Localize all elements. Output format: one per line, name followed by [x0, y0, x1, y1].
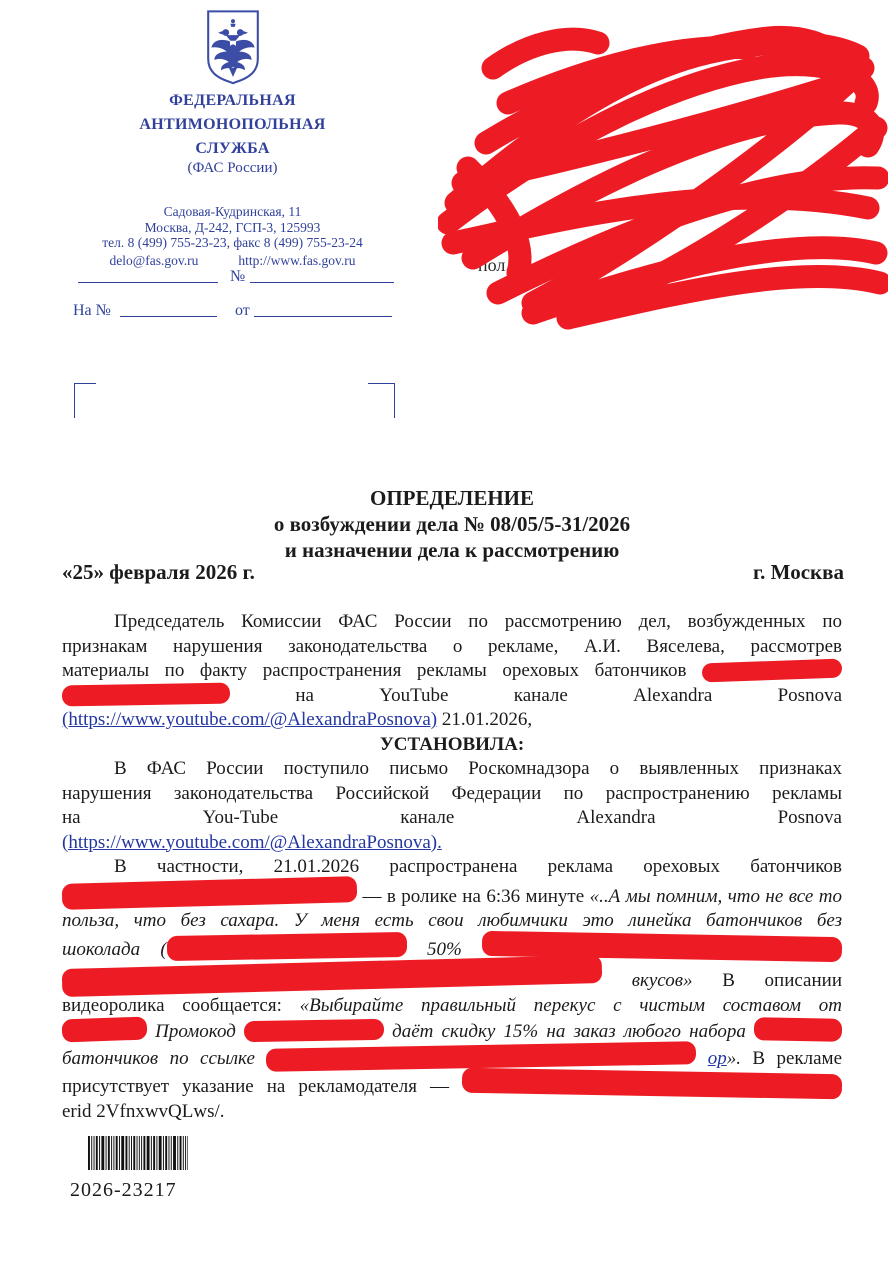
text-segment: 21.01.2026, — [441, 709, 533, 730]
scribble-strokes-icon — [438, 8, 888, 334]
address-line: тел. 8 (499) 755-23-23, факс 8 (499) 755-23-24 — [102, 235, 363, 250]
redaction-scribble — [438, 8, 888, 334]
body-line — [62, 855, 842, 880]
redaction-stroke — [62, 876, 358, 910]
text-segment: нарушения законодательства Российской Федерации по распространению рекламы — [62, 782, 842, 804]
reference-number-form — [60, 260, 405, 330]
document-body — [62, 610, 842, 1124]
body-line — [62, 880, 842, 910]
body-line — [62, 909, 842, 934]
barcode-number: 2026-23217 — [70, 1179, 177, 1201]
outgoing-number-blank — [250, 266, 394, 283]
text-segment: «Выбирайте правильный перекус с чистым составом от — [299, 994, 842, 1016]
text-segment: В рекламе — [752, 1047, 843, 1069]
website-link[interactable]: http://www.fas.gov.ru — [238, 252, 356, 268]
address-line: Москва, Д-242, ГСП-3, 125993 — [144, 219, 321, 235]
text-segment: даёт скидку 15% на заказ любого набора — [392, 1021, 746, 1042]
redaction-stroke — [167, 931, 407, 960]
body-line — [62, 782, 842, 807]
coat-of-arms-icon — [202, 8, 264, 86]
outgoing-date-blank — [78, 266, 218, 283]
hyperlink[interactable]: (https://www.youtube.com/@AlexandraPosnova) — [62, 709, 438, 730]
text-segment: В частности, 21.01.2026 распространена реклама ореховых батончиков — [114, 856, 842, 877]
body-line — [62, 708, 842, 733]
on-number-label: На № — [73, 302, 111, 319]
date-and-place-line — [62, 560, 844, 585]
redacted-text-fragment: пол.в. — [478, 255, 523, 275]
redaction-stroke — [266, 1041, 696, 1072]
body-line — [62, 733, 842, 758]
text-segment: ». — [726, 1047, 741, 1069]
letterhead — [60, 8, 405, 269]
text-segment: материалы по факту распространения рекламы ореховых батончиков — [62, 660, 687, 681]
body-line — [62, 1045, 842, 1072]
text-segment: «..А мы помним, что не все то — [589, 885, 842, 907]
body-line — [62, 1071, 842, 1100]
body-line — [62, 684, 842, 709]
barcode-icon — [88, 1136, 188, 1170]
body-line — [62, 1018, 842, 1045]
from-label: от — [235, 302, 250, 319]
text-segment: Промокод — [155, 1021, 236, 1042]
incoming-date-blank — [254, 300, 392, 317]
body-line — [62, 659, 842, 684]
text-segment: УСТАНОВИЛА: — [379, 733, 525, 755]
text-segment: шоколада ( — [62, 938, 167, 960]
body-line — [62, 994, 842, 1019]
text-segment: на YouTube канале Alexandra Posnova — [295, 684, 842, 706]
text-segment: erid 2VfnxwvQLws/. — [62, 1100, 225, 1122]
body-line — [62, 962, 842, 994]
redaction-stroke — [62, 955, 603, 997]
body-line — [62, 757, 842, 782]
hyperlink[interactable]: (https://www.youtube.com/@AlexandraPosnova). — [62, 831, 442, 853]
barcode-block — [70, 1136, 188, 1202]
body-line — [62, 806, 842, 831]
body-line — [62, 1100, 842, 1125]
org-name-line: СЛУЖБА — [195, 140, 270, 157]
text-segment: — в ролике на 6:36 минуте — [362, 885, 585, 907]
text-segment: признакам нарушения законодательства о рекламе, А.И. Вяселева, рассмотрев — [62, 635, 842, 657]
org-name-line: АНТИМОНОПОЛЬНАЯ — [139, 116, 326, 133]
text-segment: 50% — [426, 938, 462, 960]
text-segment: вкусов» — [631, 970, 693, 991]
number-label: № — [230, 268, 246, 285]
address-line: Садовая-Кудринская, 11 — [163, 204, 302, 219]
hyperlink[interactable]: ор — [707, 1047, 727, 1069]
body-line — [62, 610, 842, 635]
document-date: «25» февраля 2026 г. — [62, 560, 255, 584]
redaction-stroke — [62, 682, 230, 706]
text-segment: В описании — [722, 970, 842, 991]
document-title — [62, 485, 842, 563]
org-name-line: ФЕДЕРАЛЬНАЯ — [169, 92, 296, 109]
body-line — [62, 635, 842, 660]
title-line: о возбуждении дела № 08/05/5-31/2026 — [273, 512, 631, 536]
text-segment: В ФАС России поступило письмо Роскомнадзора о выявленных признаках — [114, 758, 842, 779]
text-segment: на You-Tube канале Alexandra Posnova — [62, 807, 842, 828]
email-link[interactable]: delo@fas.gov.ru — [109, 252, 199, 268]
text-segment: видеоролика сообщается: — [62, 994, 282, 1016]
text-segment: польза, что без сахара. У меня есть свои любимчики это линейка батончиков без — [62, 910, 842, 931]
title-line: и назначении дела к рассмотрению — [284, 538, 620, 562]
text-segment: батончиков по ссылке — [62, 1047, 255, 1069]
org-short-name: (ФАС России) — [187, 160, 278, 176]
document-city: г. Москва — [753, 560, 844, 584]
body-line — [62, 831, 842, 856]
title-line: ОПРЕДЕЛЕНИЕ — [369, 486, 534, 510]
redaction-stroke — [462, 1068, 842, 1100]
redaction-stroke — [754, 1017, 842, 1042]
redaction-stroke — [702, 659, 843, 683]
redaction-stroke — [244, 1019, 384, 1042]
addressee-corner-mark-left — [74, 383, 96, 418]
text-segment: Председатель Комиссии ФАС России по рассмотрению дел, возбужденных по — [114, 611, 842, 632]
text-segment: присутствует указание на рекламодателя — — [62, 1076, 449, 1097]
incoming-number-blank — [120, 300, 217, 317]
body-line — [62, 934, 842, 963]
redaction-stroke — [62, 1017, 148, 1043]
addressee-corner-mark-right — [368, 383, 395, 418]
